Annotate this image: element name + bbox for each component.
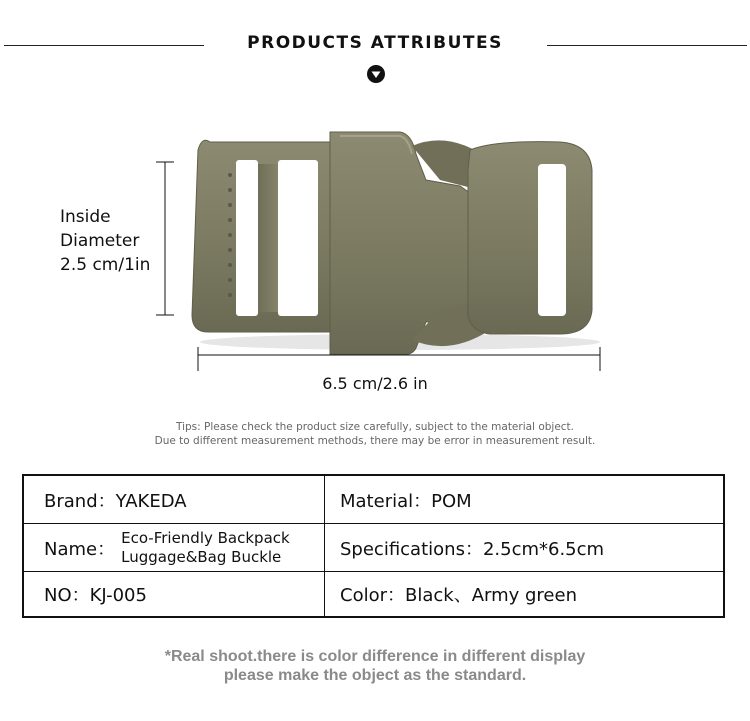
height-label-line1: Inside (60, 207, 111, 227)
table-row (24, 524, 723, 572)
name-cell (44, 524, 290, 571)
no-cell: NO：KJ-005 (44, 585, 147, 606)
height-label (60, 205, 150, 277)
color-cell: Color：Black、Army green (340, 585, 577, 606)
height-dimension-line (150, 160, 180, 320)
tips-line-2: Due to different measurement methods, there may be error in measurement result. (154, 435, 596, 447)
name-line-2: Luggage&Bag Buckle (121, 547, 282, 566)
table-row (24, 476, 723, 524)
footnote-line-2: please make the object as the standard. (223, 667, 527, 684)
buckle-image (150, 120, 610, 380)
chevron-down-circle-icon (366, 64, 386, 84)
width-dimension-line (195, 345, 605, 375)
name-key: Name： (44, 538, 116, 560)
height-label-line3: 2.5 cm/1in (60, 255, 151, 275)
footnote-line-1: *Real shoot.there is color difference in different display (164, 648, 586, 665)
brand-cell: Brand：YAKEDA (44, 490, 187, 512)
height-label-line2: Diameter (60, 231, 140, 251)
spec-table (22, 474, 725, 618)
width-label: 6.5 cm/2.6 in (322, 374, 428, 393)
name-value (121, 529, 290, 567)
specifications-cell: Specifications：2.5cm*6.5cm (340, 538, 605, 560)
table-row (24, 572, 723, 616)
name-line-1: Eco-Friendly Backpack (121, 528, 290, 547)
tips-line-1: Tips: Please check the product size carefully, subject to the material object. (175, 421, 575, 433)
section-title: PRODUCTS ATTRIBUTES (247, 33, 503, 53)
material-cell: Material：POM (340, 490, 472, 512)
